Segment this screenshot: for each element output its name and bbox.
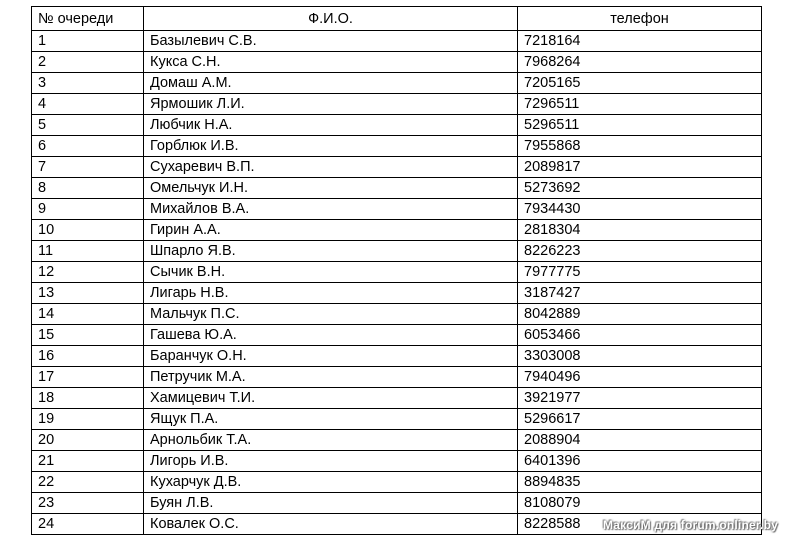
table-row bbox=[32, 493, 762, 514]
cell-phone: 3921977 bbox=[518, 388, 762, 409]
table-row bbox=[32, 73, 762, 94]
table-row bbox=[32, 241, 762, 262]
cell-phone: 3303008 bbox=[518, 346, 762, 367]
table-row bbox=[32, 388, 762, 409]
cell-queue-number: 6 bbox=[32, 136, 144, 157]
cell-queue-number: 9 bbox=[32, 199, 144, 220]
cell-queue-number: 19 bbox=[32, 409, 144, 430]
cell-phone: 7977775 bbox=[518, 262, 762, 283]
cell-full-name: Сычик В.Н. bbox=[144, 262, 518, 283]
cell-queue-number: 1 bbox=[32, 31, 144, 52]
cell-queue-number: 10 bbox=[32, 220, 144, 241]
cell-full-name: Арнольбик Т.А. bbox=[144, 430, 518, 451]
table-row bbox=[32, 94, 762, 115]
cell-phone: 3187427 bbox=[518, 283, 762, 304]
cell-full-name: Сухаревич В.П. bbox=[144, 157, 518, 178]
cell-queue-number: 24 bbox=[32, 514, 144, 535]
cell-queue-number: 2 bbox=[32, 52, 144, 73]
cell-full-name: Лигорь И.В. bbox=[144, 451, 518, 472]
watermark: МаксиМ для forum.onliner.by bbox=[602, 518, 778, 532]
cell-full-name: Любчик Н.А. bbox=[144, 115, 518, 136]
cell-queue-number: 23 bbox=[32, 493, 144, 514]
table-row bbox=[32, 283, 762, 304]
cell-phone: 2088904 bbox=[518, 430, 762, 451]
cell-phone: 8042889 bbox=[518, 304, 762, 325]
cell-queue-number: 8 bbox=[32, 178, 144, 199]
cell-full-name: Лигарь Н.В. bbox=[144, 283, 518, 304]
cell-queue-number: 17 bbox=[32, 367, 144, 388]
cell-phone: 7940496 bbox=[518, 367, 762, 388]
table-row bbox=[32, 199, 762, 220]
cell-queue-number: 14 bbox=[32, 304, 144, 325]
document-sheet bbox=[31, 6, 762, 535]
cell-queue-number: 5 bbox=[32, 115, 144, 136]
table-row bbox=[32, 115, 762, 136]
cell-full-name: Ковалек О.С. bbox=[144, 514, 518, 535]
cell-phone: 5296617 bbox=[518, 409, 762, 430]
cell-phone: 7934430 bbox=[518, 199, 762, 220]
cell-full-name: Кукса С.Н. bbox=[144, 52, 518, 73]
cell-queue-number: 15 bbox=[32, 325, 144, 346]
cell-full-name: Хамицевич Т.И. bbox=[144, 388, 518, 409]
table-row bbox=[32, 31, 762, 52]
table-row bbox=[32, 472, 762, 493]
cell-full-name: Михайлов В.А. bbox=[144, 199, 518, 220]
cell-full-name: Ярмошик Л.И. bbox=[144, 94, 518, 115]
table-row bbox=[32, 451, 762, 472]
cell-queue-number: 16 bbox=[32, 346, 144, 367]
queue-table bbox=[31, 6, 762, 535]
cell-queue-number: 12 bbox=[32, 262, 144, 283]
cell-full-name: Ящук П.А. bbox=[144, 409, 518, 430]
header-phone: телефон bbox=[518, 7, 762, 31]
table-row bbox=[32, 430, 762, 451]
cell-full-name: Шпарло Я.В. bbox=[144, 241, 518, 262]
cell-queue-number: 4 bbox=[32, 94, 144, 115]
cell-phone: 7205165 bbox=[518, 73, 762, 94]
cell-phone: 8894835 bbox=[518, 472, 762, 493]
cell-full-name: Кухарчук Д.В. bbox=[144, 472, 518, 493]
cell-full-name: Петручик М.А. bbox=[144, 367, 518, 388]
cell-queue-number: 20 bbox=[32, 430, 144, 451]
cell-full-name: Гирин А.А. bbox=[144, 220, 518, 241]
cell-phone: 6053466 bbox=[518, 325, 762, 346]
cell-full-name: Омельчук И.Н. bbox=[144, 178, 518, 199]
table-row bbox=[32, 52, 762, 73]
cell-phone: 7296511 bbox=[518, 94, 762, 115]
table-row bbox=[32, 346, 762, 367]
cell-queue-number: 13 bbox=[32, 283, 144, 304]
cell-full-name: Гашева Ю.А. bbox=[144, 325, 518, 346]
cell-full-name: Домаш А.М. bbox=[144, 73, 518, 94]
cell-full-name: Базылевич С.В. bbox=[144, 31, 518, 52]
cell-queue-number: 3 bbox=[32, 73, 144, 94]
header-queue-number: № очереди bbox=[32, 7, 144, 31]
cell-full-name: Мальчук П.С. bbox=[144, 304, 518, 325]
table-row bbox=[32, 178, 762, 199]
cell-phone: 8226223 bbox=[518, 241, 762, 262]
table-row bbox=[32, 220, 762, 241]
table-row bbox=[32, 136, 762, 157]
table-row bbox=[32, 304, 762, 325]
cell-queue-number: 11 bbox=[32, 241, 144, 262]
table-header bbox=[32, 7, 762, 31]
cell-phone: 5296511 bbox=[518, 115, 762, 136]
cell-queue-number: 22 bbox=[32, 472, 144, 493]
cell-full-name: Горблюк И.В. bbox=[144, 136, 518, 157]
cell-phone: 2089817 bbox=[518, 157, 762, 178]
table-body bbox=[32, 31, 762, 535]
table-row bbox=[32, 367, 762, 388]
table-row bbox=[32, 157, 762, 178]
table-row bbox=[32, 325, 762, 346]
cell-phone: 7955868 bbox=[518, 136, 762, 157]
cell-queue-number: 18 bbox=[32, 388, 144, 409]
cell-phone: 6401396 bbox=[518, 451, 762, 472]
cell-full-name: Баранчук О.Н. bbox=[144, 346, 518, 367]
header-row bbox=[32, 7, 762, 31]
table-row bbox=[32, 409, 762, 430]
cell-full-name: Буян Л.В. bbox=[144, 493, 518, 514]
cell-phone: 8228588 bbox=[518, 514, 762, 535]
cell-queue-number: 7 bbox=[32, 157, 144, 178]
cell-phone: 5273692 bbox=[518, 178, 762, 199]
table-row bbox=[32, 262, 762, 283]
cell-phone: 8108079 bbox=[518, 493, 762, 514]
header-full-name: Ф.И.О. bbox=[144, 7, 518, 31]
cell-phone: 7968264 bbox=[518, 52, 762, 73]
cell-phone: 7218164 bbox=[518, 31, 762, 52]
cell-phone: 2818304 bbox=[518, 220, 762, 241]
cell-queue-number: 21 bbox=[32, 451, 144, 472]
